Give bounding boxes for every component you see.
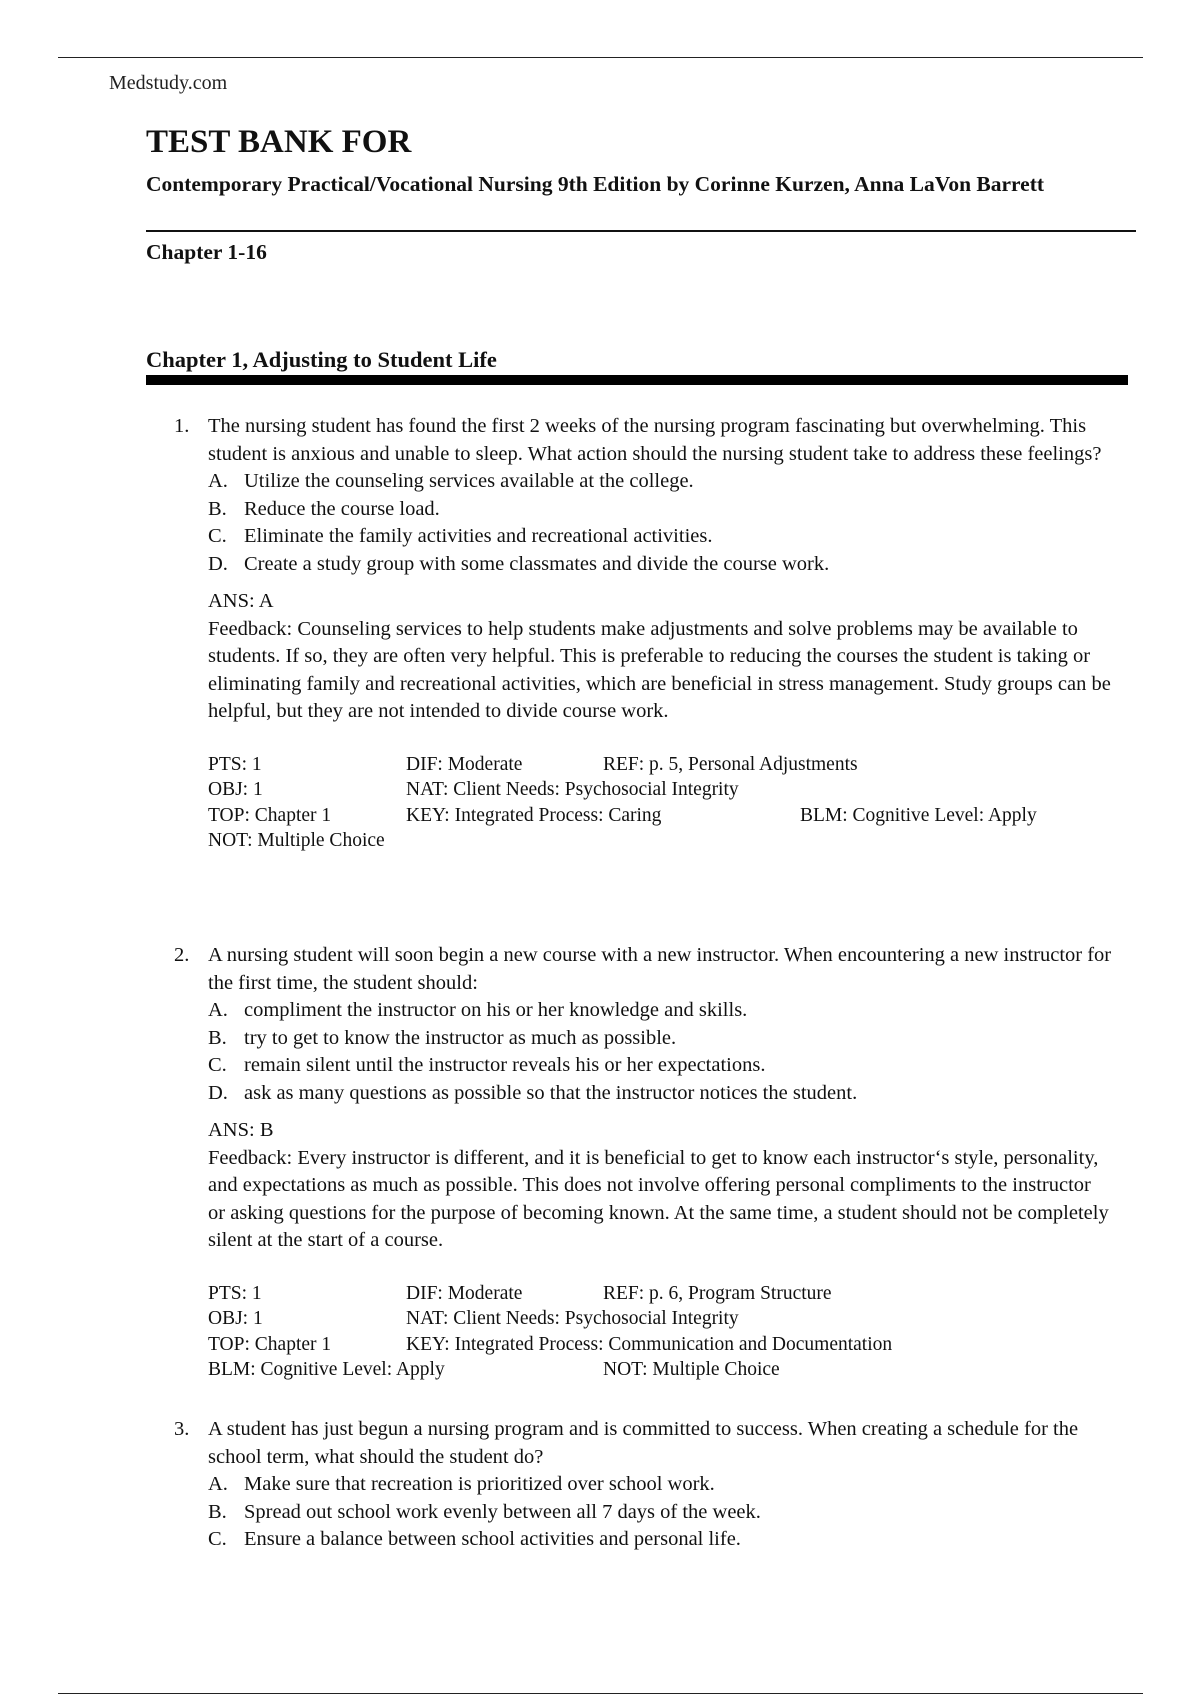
bottom-rule [58, 1693, 1143, 1694]
question-number: 1. [174, 415, 190, 437]
meta-type: NOT: Multiple Choice [208, 830, 385, 851]
option-text: Spread out school work evenly between all 7 days of the week. [244, 1500, 761, 1523]
option-c [208, 1052, 1124, 1080]
option-text: compliment the instructor on his or her knowledge and skills. [244, 999, 748, 1021]
chapter-heading: Chapter 1, Adjusting to Student Life [146, 347, 497, 372]
question-metadata [208, 1281, 1124, 1383]
option-letter: C. [208, 1528, 227, 1550]
metadata-row [208, 828, 1124, 854]
question-2 [174, 942, 1124, 1383]
option-text: ask as many questions as possible so that the instructor notices the student. [244, 1081, 858, 1104]
option-a [208, 468, 1124, 496]
meta-reference: REF: p. 6, Program Structure [603, 1282, 832, 1304]
option-c [208, 1526, 1124, 1554]
option-text: remain silent until the instructor reveals his or her expectations. [244, 1054, 766, 1076]
title-divider [146, 230, 1136, 232]
meta-topic: TOP: Chapter 1 [208, 1333, 332, 1355]
meta-key: KEY: Integrated Process: Caring [406, 804, 662, 826]
option-letter: C. [208, 525, 227, 547]
option-text: Create a study group with some classmates and divide the course work. [244, 552, 830, 575]
metadata-row [208, 803, 1124, 829]
option-letter: C. [208, 1054, 227, 1076]
option-b [208, 1025, 1124, 1053]
answer-options [208, 468, 1124, 578]
meta-blm: BLM: Cognitive Level: Apply [208, 1359, 445, 1380]
answer-feedback: Feedback: Counseling services to help students make adjustments and solve problems may be available to students. If so, they are often very helpful. This is preferable to reducing the courses the student is taking or eliminating family and recreational activities, which are beneficial in stress management. Study groups can be helpful, but they are not intended to divide course work. [208, 617, 1111, 722]
option-letter: D. [208, 1081, 228, 1104]
page-title: TEST BANK FOR [146, 124, 412, 160]
meta-nat: NAT: Client Needs: Psychosocial Integrity [406, 779, 739, 800]
meta-points: PTS: 1 [208, 1282, 262, 1304]
question-number: 2. [174, 944, 190, 966]
option-text: Make sure that recreation is prioritized over school work. [244, 1473, 715, 1495]
meta-objective: OBJ: 1 [208, 1308, 263, 1329]
question-stem: A student has just begun a nursing program and is committed to success. When creating a schedule for the school term, what should the student do? [208, 1418, 1079, 1468]
answer-feedback: Feedback: Every instructor is different, and it is beneficial to get to know each instructor‘s style, personality, and expectations as much as possible. This does not involve offering personal compliments to the instructor or asking questions for the purpose of becoming known. At the same time, a student should not be completely silent at the start of a course. [208, 1146, 1109, 1251]
option-letter: A. [208, 999, 228, 1021]
site-name: Medstudy.com [109, 72, 228, 94]
meta-difficulty: DIF: Moderate [406, 1282, 523, 1304]
question-3 [174, 1416, 1124, 1554]
option-d [208, 1080, 1124, 1108]
chapter-range: Chapter 1-16 [146, 240, 267, 264]
option-letter: B. [208, 497, 227, 520]
option-b [208, 1499, 1124, 1527]
question-stem: A nursing student will soon begin a new course with a new instructor. When encountering a new instructor for the first time, the student should: [208, 944, 1112, 994]
question-number: 3. [174, 1418, 190, 1440]
meta-difficulty: DIF: Moderate [406, 753, 523, 775]
option-text: Ensure a balance between school activities and personal life. [244, 1528, 741, 1550]
meta-type: NOT: Multiple Choice [603, 1359, 780, 1380]
top-rule [58, 57, 1143, 58]
option-letter: D. [208, 552, 228, 575]
option-letter: B. [208, 1026, 227, 1049]
option-letter: A. [208, 470, 228, 492]
metadata-row [208, 777, 1124, 803]
option-c [208, 523, 1124, 551]
book-subtitle: Contemporary Practical/Vocational Nursing 9th Edition by Corinne Kurzen, Anna LaVon Barrett [146, 172, 1045, 196]
answer-options [208, 1471, 1124, 1554]
option-text: Eliminate the family activities and recreational activities. [244, 525, 713, 547]
metadata-row [208, 752, 1124, 778]
metadata-row [208, 1281, 1124, 1307]
question-metadata [208, 752, 1124, 854]
meta-points: PTS: 1 [208, 753, 262, 775]
option-text: Utilize the counseling services available at the college. [244, 470, 694, 492]
meta-topic: TOP: Chapter 1 [208, 804, 332, 826]
meta-reference: REF: p. 5, Personal Adjustments [603, 753, 858, 775]
option-letter: B. [208, 1500, 227, 1523]
meta-key: KEY: Integrated Process: Communication and Documentation [406, 1333, 893, 1355]
question-1 [174, 413, 1124, 854]
answer-key: ANS: A [208, 590, 274, 612]
option-a [208, 997, 1124, 1025]
option-letter: A. [208, 1473, 228, 1495]
meta-objective: OBJ: 1 [208, 779, 263, 800]
meta-nat: NAT: Client Needs: Psychosocial Integrity [406, 1308, 739, 1329]
metadata-row [208, 1306, 1124, 1332]
question-stem: The nursing student has found the first 2 weeks of the nursing program fascinating but overwhelming. This student is anxious and unable to sleep. What action should the nursing student take to address these feelings? [208, 415, 1102, 465]
meta-blm: BLM: Cognitive Level: Apply [800, 804, 1037, 826]
answer-key: ANS: B [208, 1119, 274, 1141]
option-text: Reduce the course load. [244, 497, 440, 520]
answer-options [208, 997, 1124, 1107]
chapter-divider-bar [146, 375, 1128, 385]
option-d [208, 551, 1124, 579]
metadata-row [208, 1332, 1124, 1358]
metadata-row [208, 1357, 1124, 1383]
option-b [208, 496, 1124, 524]
option-text: try to get to know the instructor as much as possible. [244, 1026, 677, 1049]
option-a [208, 1471, 1124, 1499]
